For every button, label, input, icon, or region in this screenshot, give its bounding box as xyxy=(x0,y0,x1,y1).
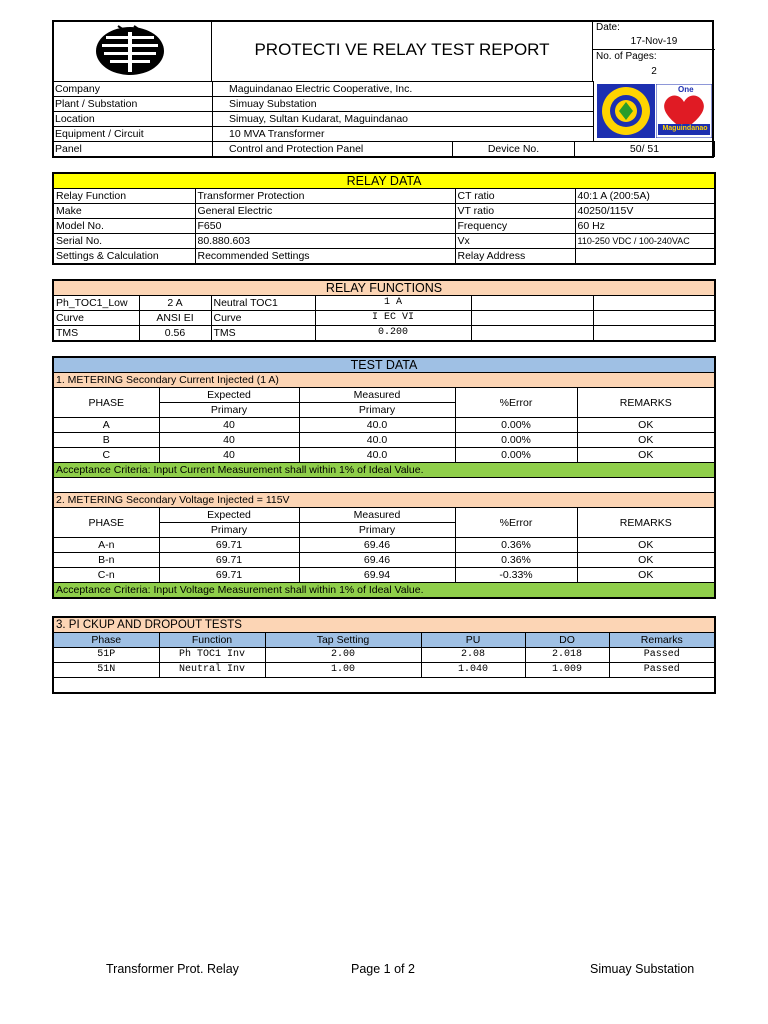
device-label: Device No. xyxy=(453,142,575,157)
function-label: TMS xyxy=(211,326,315,342)
error-cell: 0.00% xyxy=(455,418,577,433)
phase-cell: A-n xyxy=(53,538,159,553)
cooperative-seal-icon xyxy=(597,84,655,138)
metering-voltage-title: 2. METERING Secondary Voltage Injected = 115V xyxy=(53,493,715,508)
pickup-row xyxy=(53,648,715,663)
s2-expected-header: Expected xyxy=(159,508,299,523)
blank-row xyxy=(53,678,715,694)
function-value: ANSI EI xyxy=(139,311,211,326)
expected-cell: 69.71 xyxy=(159,538,299,553)
info-label: Company xyxy=(53,82,213,97)
relay-data-value: 40:1 A (200:5A) xyxy=(575,189,715,204)
relay-function-row xyxy=(53,296,715,311)
relay-data-key: Settings & Calculation xyxy=(53,249,195,265)
empty-cell xyxy=(471,296,593,311)
metering-row xyxy=(53,433,715,448)
function-label: Curve xyxy=(211,311,315,326)
error-cell: 0.36% xyxy=(455,538,577,553)
phase-cell: C xyxy=(53,448,159,463)
relay-data-row xyxy=(53,189,715,204)
expected-cell: 69.71 xyxy=(159,553,299,568)
pages-label: No. of Pages: xyxy=(596,51,657,62)
pickup-header-cell: Remarks xyxy=(609,633,715,648)
remarks-cell: OK xyxy=(577,418,715,433)
metering-row xyxy=(53,418,715,433)
pickup-cell: 1.00 xyxy=(265,663,421,678)
phase-cell: A xyxy=(53,418,159,433)
measured-cell: 40.0 xyxy=(299,448,455,463)
s1-error-header: %Error xyxy=(455,388,577,418)
relay-data-key: Relay Address xyxy=(455,249,575,265)
s1-acceptance-criteria: Acceptance Criteria: Input Current Measurement shall within 1% of Ideal Value. xyxy=(53,463,715,478)
expected-cell: 69.71 xyxy=(159,568,299,583)
pickup-header-row xyxy=(53,633,715,648)
relay-data-key: Vx xyxy=(455,234,575,249)
pages-value: 2 xyxy=(651,66,657,77)
metering-current-title: 1. METERING Secondary Current Injected (1 A) xyxy=(53,373,715,388)
pickup-row xyxy=(53,663,715,678)
error-cell: 0.36% xyxy=(455,553,577,568)
relay-data-title: RELAY DATA xyxy=(53,173,715,189)
relay-data-key: VT ratio xyxy=(455,204,575,219)
info-label: Location xyxy=(53,112,213,127)
relay-data-key: Model No. xyxy=(53,219,195,234)
empty-cell xyxy=(593,311,715,326)
footer-right: Simuay Substation xyxy=(590,962,695,976)
info-value: Simuay Substation xyxy=(213,97,594,112)
pickup-cell: Ph TOC1 Inv xyxy=(159,648,265,663)
metering-row xyxy=(53,448,715,463)
phase-cell: B-n xyxy=(53,553,159,568)
info-row xyxy=(53,97,594,112)
device-value: 50/ 51 xyxy=(575,142,715,157)
pickup-cell: 2.00 xyxy=(265,648,421,663)
info-row xyxy=(53,112,594,127)
empty-cell xyxy=(471,311,593,326)
empty-cell xyxy=(593,296,715,311)
test-data-title: TEST DATA xyxy=(53,357,715,373)
pickup-cell: 2.08 xyxy=(421,648,525,663)
remarks-cell: OK xyxy=(577,568,715,583)
relay-data-value: F650 xyxy=(195,219,455,234)
relay-function-row xyxy=(53,326,715,342)
metering-row xyxy=(53,553,715,568)
relay-data-table xyxy=(52,172,716,265)
relay-functions-title: RELAY FUNCTIONS xyxy=(53,280,715,296)
function-value: 0.200 xyxy=(315,326,471,342)
s1-phase-header: PHASE xyxy=(53,388,159,418)
s1-remarks-header: REMARKS xyxy=(577,388,715,418)
logo-text-one: One xyxy=(678,85,694,94)
relay-data-value: Recommended Settings xyxy=(195,249,455,265)
logo-text-maguindanao: Maguindanao xyxy=(662,125,708,132)
relay-function-row xyxy=(53,311,715,326)
s2-measured-primary: Primary xyxy=(299,523,455,538)
relay-data-row xyxy=(53,204,715,219)
expected-cell: 40 xyxy=(159,448,299,463)
s1-expected-primary: Primary xyxy=(159,403,299,418)
expected-cell: 40 xyxy=(159,418,299,433)
pickup-cell: Passed xyxy=(609,648,715,663)
pickup-cell: 51P xyxy=(53,648,159,663)
error-cell: -0.33% xyxy=(455,568,577,583)
relay-data-row xyxy=(53,249,715,265)
pickup-cell: Passed xyxy=(609,663,715,678)
relay-data-value xyxy=(575,249,715,265)
remarks-cell: OK xyxy=(577,448,715,463)
pickup-dropout-table xyxy=(52,616,716,694)
function-value: 1 A xyxy=(315,296,471,311)
panel-label: Panel xyxy=(53,142,213,157)
s2-remarks-header: REMARKS xyxy=(577,508,715,538)
measured-cell: 40.0 xyxy=(299,418,455,433)
phase-cell: B xyxy=(53,433,159,448)
test-data-table xyxy=(52,356,716,599)
relay-data-key: Relay Function xyxy=(53,189,195,204)
relay-data-key: Make xyxy=(53,204,195,219)
s1-measured-primary: Primary xyxy=(299,403,455,418)
blank-row xyxy=(53,478,715,493)
s1-measured-header: Measured xyxy=(299,388,455,403)
right-logo-cell xyxy=(593,81,714,141)
relay-data-value: 60 Hz xyxy=(575,219,715,234)
measured-cell: 69.46 xyxy=(299,553,455,568)
error-cell: 0.00% xyxy=(455,433,577,448)
function-label: Ph_TOC1_Low xyxy=(53,296,139,311)
info-label: Equipment / Circuit xyxy=(53,127,213,142)
pickup-cell: 51N xyxy=(53,663,159,678)
info-value: Simuay, Sultan Kudarat, Maguindanao xyxy=(213,112,594,127)
date-value: 17-Nov-19 xyxy=(630,36,678,47)
phase-cell: C-n xyxy=(53,568,159,583)
pickup-cell: 1.040 xyxy=(421,663,525,678)
function-value: I EC VI xyxy=(315,311,471,326)
function-label: Curve xyxy=(53,311,139,326)
relay-data-key: Frequency xyxy=(455,219,575,234)
relay-data-value: 110-250 VDC / 100-240VAC xyxy=(575,234,715,249)
relay-data-key: Serial No. xyxy=(53,234,195,249)
function-label: TMS xyxy=(53,326,139,342)
expected-cell: 40 xyxy=(159,433,299,448)
footer-page-number: Page 1 of 2 xyxy=(351,962,415,976)
relay-data-row xyxy=(53,219,715,234)
remarks-cell: OK xyxy=(577,538,715,553)
info-value: 10 MVA Transformer xyxy=(213,127,594,142)
metering-row xyxy=(53,568,715,583)
function-label: Neutral TOC1 xyxy=(211,296,315,311)
measured-cell: 40.0 xyxy=(299,433,455,448)
empty-cell xyxy=(471,326,593,342)
logo-cell xyxy=(52,20,212,81)
pickup-title: 3. PI CKUP AND DROPOUT TESTS xyxy=(53,617,715,633)
footer-left: Transformer Prot. Relay xyxy=(106,962,239,976)
pickup-header-cell: DO xyxy=(525,633,609,648)
relay-data-key: CT ratio xyxy=(455,189,575,204)
date-label: Date: xyxy=(596,22,620,33)
pickup-header-cell: Tap Setting xyxy=(265,633,421,648)
remarks-cell: OK xyxy=(577,553,715,568)
s1-expected-header: Expected xyxy=(159,388,299,403)
pickup-cell: 2.018 xyxy=(525,648,609,663)
pickup-cell: Neutral Inv xyxy=(159,663,265,678)
relay-data-value: 40250/115V xyxy=(575,204,715,219)
panel-row xyxy=(52,141,715,157)
s2-acceptance-criteria: Acceptance Criteria: Input Voltage Measurement shall within 1% of Ideal Value. xyxy=(53,583,715,599)
pickup-cell: 1.009 xyxy=(525,663,609,678)
panel-value: Control and Protection Panel xyxy=(213,142,453,157)
info-value: Maguindanao Electric Cooperative, Inc. xyxy=(213,82,594,97)
pickup-header-cell: Function xyxy=(159,633,265,648)
s2-error-header: %Error xyxy=(455,508,577,538)
date-box xyxy=(592,20,714,81)
s2-phase-header: PHASE xyxy=(53,508,159,538)
error-cell: 0.00% xyxy=(455,448,577,463)
pickup-header-cell: PU xyxy=(421,633,525,648)
relay-data-value: Transformer Protection xyxy=(195,189,455,204)
remarks-cell: OK xyxy=(577,433,715,448)
s2-expected-primary: Primary xyxy=(159,523,299,538)
info-table xyxy=(52,81,594,142)
info-row xyxy=(53,82,594,97)
metering-row xyxy=(53,538,715,553)
measured-cell: 69.94 xyxy=(299,568,455,583)
relay-data-value: 80.880.603 xyxy=(195,234,455,249)
info-label: Plant / Substation xyxy=(53,97,213,112)
function-value: 0.56 xyxy=(139,326,211,342)
pickup-header-cell: Phase xyxy=(53,633,159,648)
measured-cell: 69.46 xyxy=(299,538,455,553)
s2-measured-header: Measured xyxy=(299,508,455,523)
function-value: 2 A xyxy=(139,296,211,311)
empty-cell xyxy=(593,326,715,342)
relay-functions-table xyxy=(52,279,716,342)
lightning-tower-logo-icon xyxy=(90,24,170,78)
report-title: PROTECTI VE RELAY TEST REPORT xyxy=(254,40,550,59)
relay-data-row xyxy=(53,234,715,249)
info-row xyxy=(53,127,594,142)
relay-data-value: General Electric xyxy=(195,204,455,219)
